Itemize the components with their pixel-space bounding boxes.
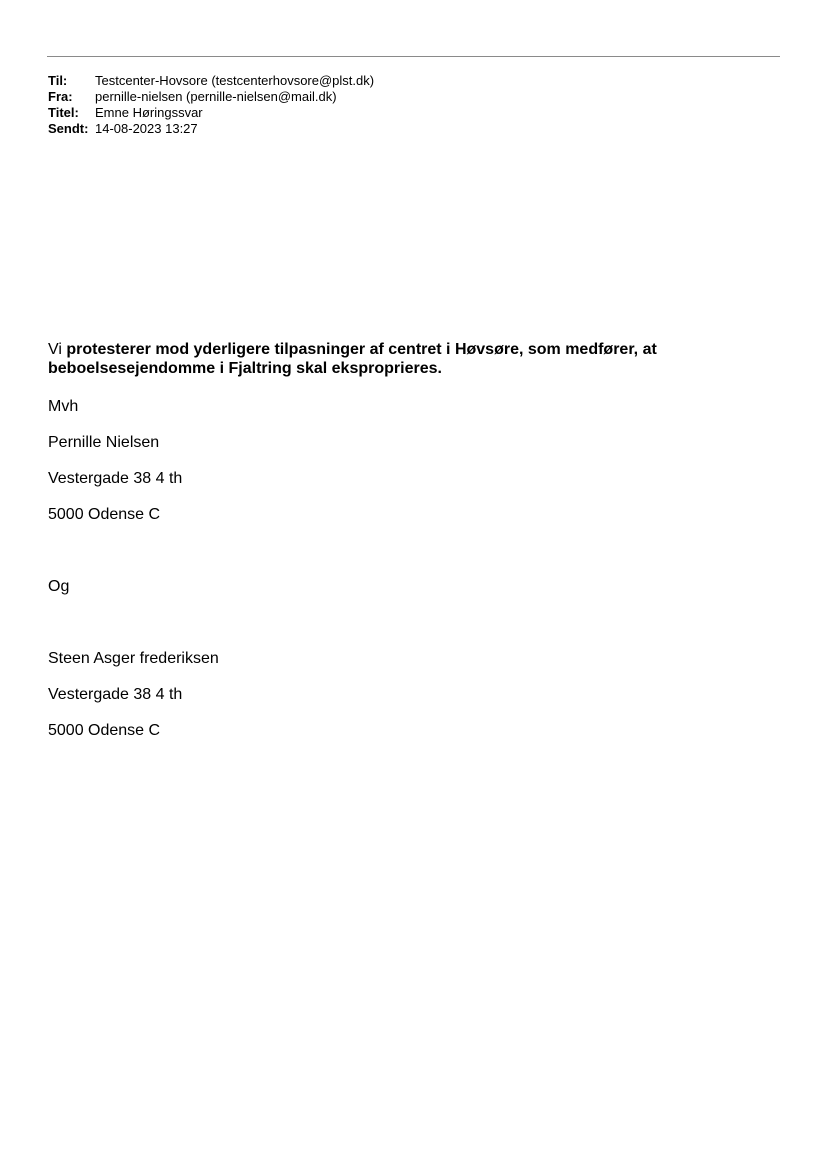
sender1-name: Pernille Nielsen	[48, 434, 160, 451]
closing-text: Mvh	[48, 398, 79, 415]
to-value: Testcenter-Hovsore (testcenterhovsore@plst.dk)	[95, 73, 375, 88]
subject-value: Emne Høringssvar	[95, 105, 203, 120]
conjunction-text: Og	[48, 578, 70, 595]
from-label: Fra:	[48, 89, 73, 104]
sender2-street: Vestergade 38 4 th	[48, 686, 183, 703]
sent-label: Sendt:	[48, 121, 89, 136]
lead-bold-text: protesterer mod yderligere tilpasninger af centret i Høvsøre, som medfører, at beboelsesejendomme i Fjaltring skal eksproprieres.	[48, 341, 657, 377]
email-header	[48, 73, 374, 137]
email-body	[48, 340, 748, 378]
header-row-sent	[48, 121, 374, 137]
to-label: Til:	[48, 73, 68, 88]
header-row-subject	[48, 105, 374, 121]
header-divider	[47, 56, 780, 57]
header-row-from	[48, 89, 374, 105]
sender2-city: 5000 Odense C	[48, 722, 161, 739]
sender1-city: 5000 Odense C	[48, 506, 161, 523]
subject-label: Titel:	[48, 105, 79, 120]
protest-statement	[48, 340, 748, 378]
from-value: pernille-nielsen (pernille-nielsen@mail.dk)	[95, 89, 337, 104]
sent-value: 14-08-2023 13:27	[95, 121, 198, 136]
sender2-name: Steen Asger frederiksen	[48, 650, 219, 667]
sender1-street: Vestergade 38 4 th	[48, 470, 183, 487]
lead-plain-text: Vi	[48, 341, 67, 358]
header-row-to	[48, 73, 374, 89]
